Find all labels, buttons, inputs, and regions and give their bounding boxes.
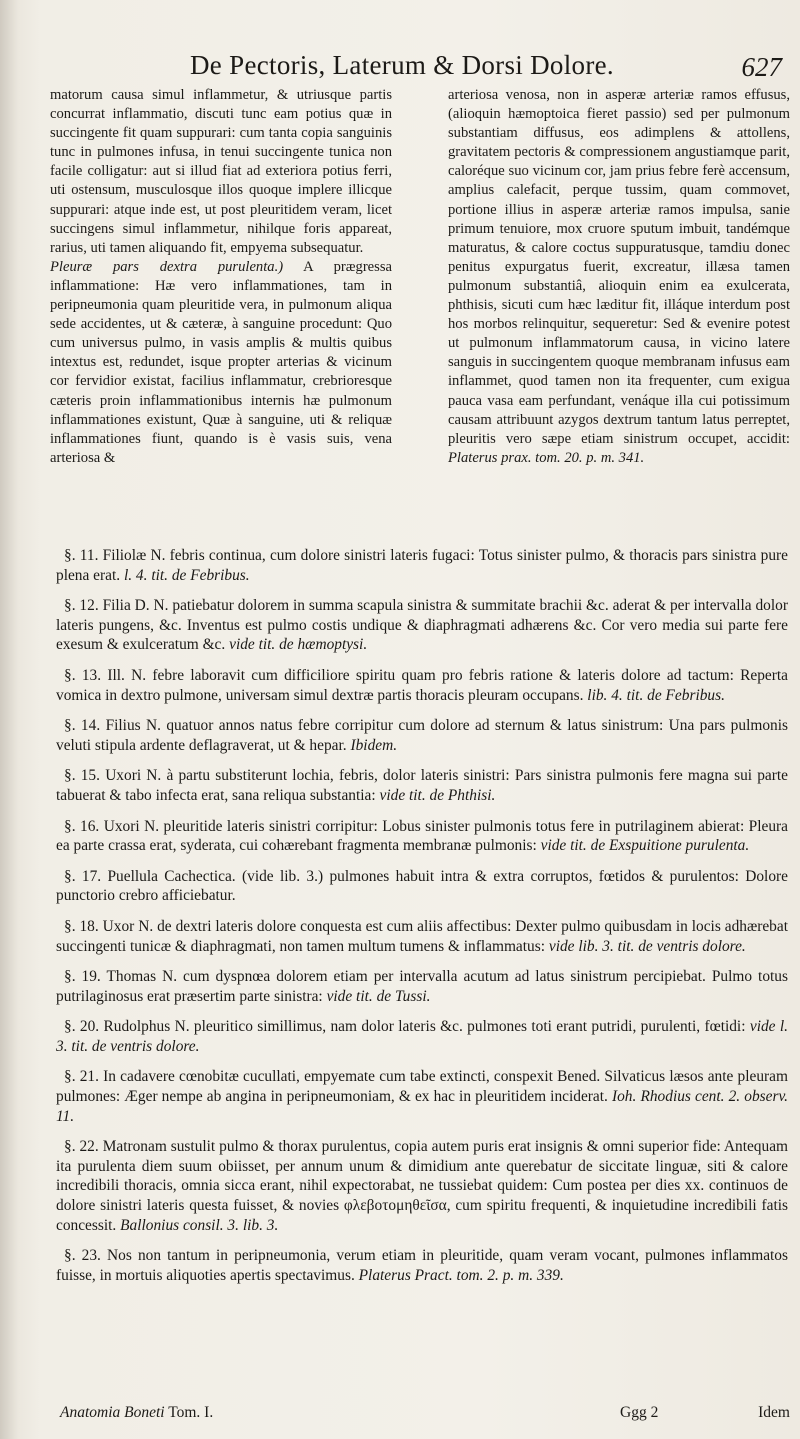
case-entry (56, 716, 788, 755)
case-entry (56, 596, 788, 655)
page-header (0, 44, 800, 90)
footer-volume: Tom. I. (168, 1404, 214, 1421)
running-title: De Pectoris, Laterum & Dorsi Dolore. (190, 50, 614, 80)
entry-number: §. 13. (64, 666, 102, 684)
footer-work-volume (60, 1404, 213, 1422)
left-column (50, 86, 392, 532)
right-paragraph-1-body: arteriosa venosa, non in asperæ arteriæ ramos effusus, (alioquin hæmoptoica fieret passio) sed per pulmonum substantiam diffusus, eos adimplens & attollens, gravitatem pectoris & compressionem angustiamque parit, caloréque suo vicinum cor, jam prius febre ferè accensum, amplius calefacit, perque tussim, quam commovet, portione illius in asperæ arteriæ ramos impulsa, sanie primum tenuiore, mox cruore sputum imbuit, tandémque maturatus, & calore coctus suppuratusque, tamdiu donec penitus expurgatus fuerit, excreatur, illæsa tamen pulmonum substantiâ, alioquin enim ea exulcerata, phthisis, sicuti cum hæc læditur fit, illáque interdum post hos morbos relinquitur, sequeretur: Sed & evenire potest ut pulmonum inflammatorum causa, in vicino latere sanguis in succingentem quoque membranam infusus eam inflammet, quod tamen non ita frequenter, cum exigua pauca vasa eam perfundant, venáque illa cui potissimum causam attribuunt azygos dextrum tantum latus perreptet, pleuritis vero sæpe etiam sinistrum occupet, accidit: (448, 87, 790, 447)
two-column-text (50, 86, 790, 532)
entry-reference: vide tit. de hæmoptysi. (229, 636, 368, 654)
entry-text: Filius N. quatuor annos natus febre corripitur cum dolore ad sternum & latus sinistrum: Una pars pulmonis veluti stipula ardente deflagraverat, ut & hepar. (56, 717, 788, 754)
case-entry (56, 917, 788, 956)
entry-number: §. 16. (64, 817, 100, 835)
case-entries (56, 546, 788, 1296)
entry-reference: l. 4. tit. de Febribus. (123, 566, 250, 584)
entry-number: §. 22. (64, 1138, 99, 1156)
case-entry (56, 1137, 788, 1235)
case-entry (56, 1067, 788, 1126)
entry-number: §. 18. (64, 917, 99, 935)
entry-text: Thomas N. cum dyspnœa dolorem etiam per intervalla acutum ad latus sinistrum percipiebat. Pulmo totus putrilaginosus erat præsertim parte sinistra: (56, 968, 788, 1005)
entry-text: Uxori N. à partu substiterunt lochia, febris, dolor lateris sinistri: Pars sinistra pulmonis fere magna sui parte tabuerat & tabo infecta erat, sana reliqua substantia: (56, 767, 788, 804)
case-entry (56, 666, 788, 705)
footer-catchword: Idem (758, 1404, 790, 1421)
entry-reference: Ballonius consil. 3. lib. 3. (120, 1216, 279, 1234)
right-citation: Platerus prax. tom. 20. p. m. 341. (448, 449, 645, 466)
entry-text: Filiolæ N. febris continua, cum dolore sinistri lateris fugaci: Totus sinister pulmo, & thoracis pars sinistra pure plena erat. (56, 547, 788, 584)
entry-reference: Ibidem. (350, 736, 398, 754)
entry-reference: vide tit. de Exspuitione purulenta. (540, 837, 750, 855)
entry-number: §. 15. (64, 767, 100, 785)
entry-number: §. 14. (64, 717, 101, 735)
entry-text: Nos non tantum in peripneumonia, verum etiam in pleuritide, quam veram vocant, pulmones inflammatos fuisse, in mortuis aliquoties apertis spectavimus. (56, 1247, 788, 1284)
case-entry (56, 867, 788, 906)
left-paragraph-2-lead: Pleuræ pars dextra purulenta.) (50, 258, 284, 275)
entry-text: Matronam sustulit pulmo & thorax purulentus, copia autem puris erat insignis & omni superior fide: Antequam ita purulenta diem suum obiisset, per annum unum & dimidium ante querebatur de siccitate linguæ, siti & calore incredibili thoracis, omnia sicca erant, nihil expectorabat, ne tussiebat quidem: Cum postea per dies xx. continuos de dolore sinistri lateris questa fuisset, & novies φλεβοτομηθεῖσα, cum spiritu frequenti, & inquietudine incredibili fatis concessit. (56, 1138, 789, 1234)
case-entry (56, 817, 788, 856)
footer-signature: Ggg 2 (620, 1404, 659, 1421)
left-paragraph-2-body: A prægressa inflammatione: Hæ vero inflammationes, tam in peripneumonia quam pleuritide vera, in pulmonum aliqua sede accidentes, ut & cæteræ, à sanguine procedunt: Quo cum universus pulmo, in vasis amplis & multis quibus intextus est, redundet, isque propter arterias & vicinum cor fervidior existat, facilius inflammatur, crebrioresque cæteris proin inflammationibus internis hæ pulmonum inflammationes existunt, Quæ à sanguine, uti & reliquæ inflammationes fiunt, quando is è vasis suis, vena arteriosa & (50, 258, 392, 466)
entry-number: §. 23. (64, 1247, 101, 1265)
entry-text: In cadavere cœnobitæ cucullati, empyemate cum tabe extincti, conspexit Bened. Silvaticus læsos ante pleuram pulmones: Æger nempe ab angina in peripneumoniam, & ex hac in pleuritidem inciderat. (56, 1068, 788, 1106)
entry-text: Puellula Cachectica. (vide lib. 3.) pulmones habuit intra & extra corruptos, fœtidos & purulentos: Dolore punctorio crebro afficiebatur. (56, 867, 788, 905)
left-paragraph-2 (50, 258, 392, 468)
page-footer (60, 1404, 790, 1428)
entry-number: §. 21. (64, 1068, 99, 1086)
entry-text: Filia D. N. patiebatur dolorem in summa scapula sinistra & summitate brachii &c. aderat & per intervalla dolor lateris pungens, &c. Inventus est pulmo costis undique & diaphragmati adhærens &c. Cor vero media sui parte fere exesum & exulceratum &c. (56, 597, 788, 654)
entry-text: Uxor N. de dextri lateris dolore conquesta est cum aliis affectibus: Dexter pulmo quibusdam in locis adhærebat succingenti tunicæ & diaphragmati, non tamen multum tumens & inflammatus: (56, 917, 788, 955)
entry-reference: vide tit. de Tussi. (326, 987, 431, 1005)
entry-number: §. 17. (64, 867, 102, 885)
entry-reference: Ioh. Rhodius cent. 2. observ. 11. (56, 1088, 788, 1125)
entry-number: §. 19. (64, 968, 101, 986)
entry-text: Rudolphus N. pleuritico simillimus, nam dolor lateris &c. pulmones toti erant putridi, purulenti, fœtidi: (103, 1018, 746, 1036)
case-entry (56, 967, 788, 1006)
case-entry (56, 766, 788, 805)
page-number: 627 (741, 52, 782, 82)
entry-reference: Platerus Pract. tom. 2. p. m. 339. (358, 1266, 564, 1284)
case-entry (56, 1017, 788, 1056)
entry-number: §. 12. (64, 597, 99, 615)
entry-text: Uxori N. pleuritide lateris sinistri corripitur: Lobus sinister pulmonis totus fere in putrilaginem abierat: Pleura ea parte crassa erat, syderata, cui cohærebant fragmenta membranæ pulmonis: (56, 817, 788, 855)
entry-reference: vide l. 3. tit. de ventris dolore. (56, 1018, 788, 1055)
entry-number: §. 20. (64, 1018, 100, 1036)
footer-work: Anatomia Boneti (60, 1404, 165, 1421)
entry-reference: vide tit. de Phthisi. (379, 786, 496, 804)
entry-text: Ill. N. febre laboravit cum difficiliore spiritu quam pro febris ratione & lateris dolore ad tactum: Reperta vomica in dextro pulmone, universam simul dextræ partis thoracis pleuram occupans. (56, 666, 788, 704)
right-paragraph-1 (448, 86, 790, 468)
case-entry (56, 546, 788, 585)
case-entry (56, 1246, 788, 1285)
right-column (448, 86, 790, 532)
left-paragraph-1: matorum causa simul inflammetur, & utriusque partis concurrat inflammatio, discuti tunc eam potius quæ in succingente fit quam suppurari: cum tanta copia sanguinis tunc in pulmones infusa, in tenui succingente tunica non facile colligatur: aut si illud fiat ad exteriora potius ferri, uti ostensum, musculosque illos quoque implere illicque suppurari: atque inde est, ut post pleuritidem veram, licet succingens simul inflammetur, nihilque foris appareat, rarius, uti tamen aliquando fit, empyema subsequatur. (50, 87, 392, 256)
entry-number: §. 11. (64, 547, 99, 564)
entry-reference: vide lib. 3. tit. de ventris dolore. (548, 937, 746, 955)
entry-reference: lib. 4. tit. de Febribus. (587, 686, 725, 704)
